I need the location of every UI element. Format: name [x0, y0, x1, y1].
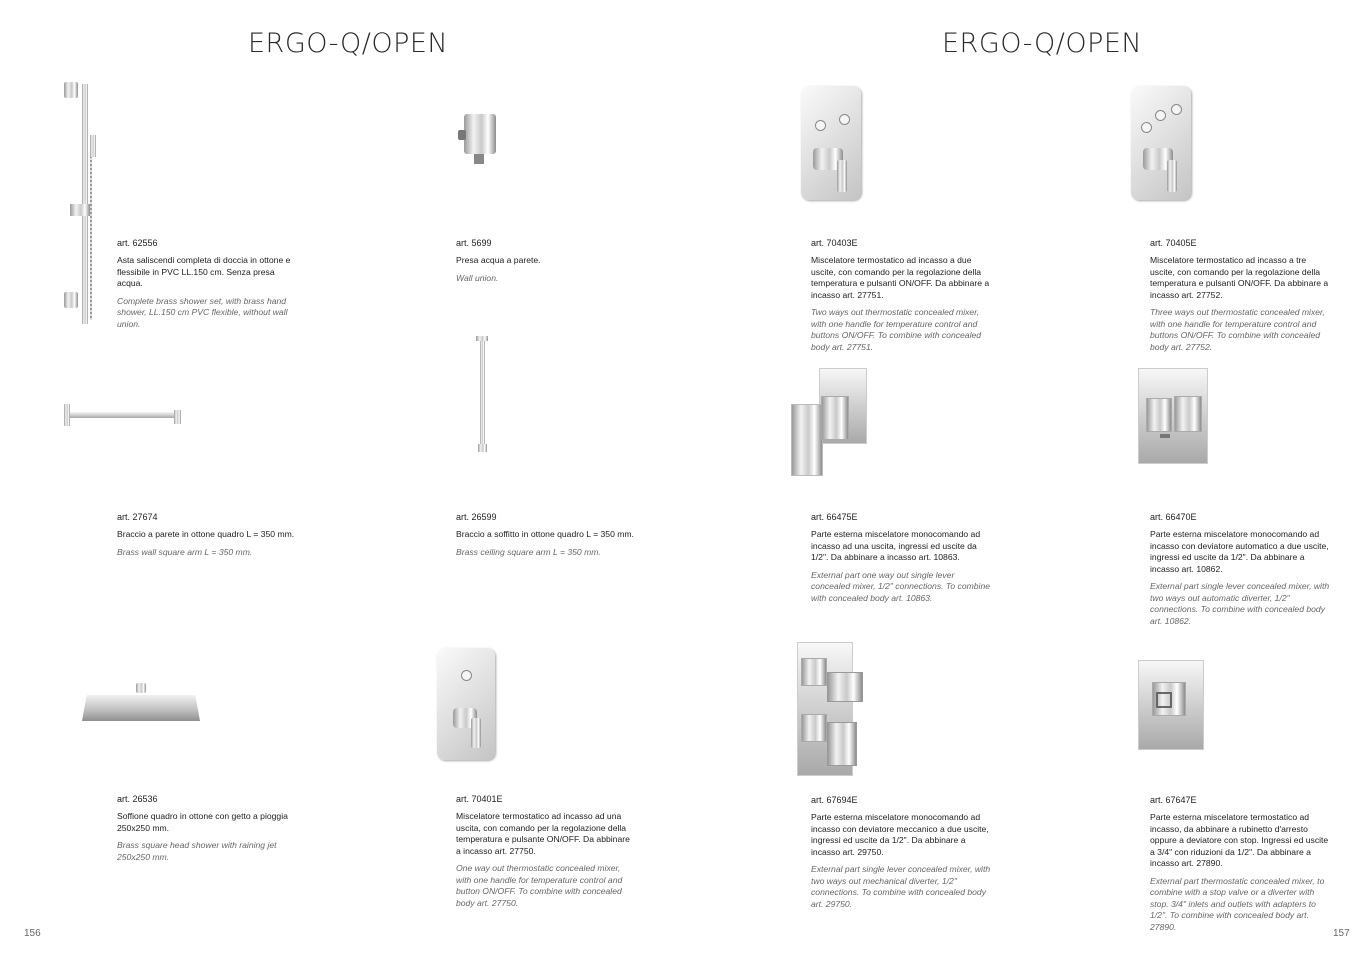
- product-desc-it: Braccio a parete in ottone quadro L = 350 mm.: [117, 529, 295, 539]
- wall-union-image: [458, 112, 498, 166]
- product-26599: [456, 512, 636, 558]
- product-66470E: [1150, 512, 1330, 627]
- product-art: art. 27674: [117, 512, 158, 522]
- single-lever-diverter-mixer-image: [1134, 368, 1210, 470]
- product-art: art. 26536: [117, 794, 158, 804]
- product-art: art. 5699: [456, 238, 492, 248]
- page-title-left: ERGO-Q/OPEN: [248, 28, 449, 59]
- product-desc-en: One way out thermostatic concealed mixer, with one handle for temperature control and button ON/OFF. To combine with concealed body art. 27750.: [456, 863, 623, 908]
- thermostatic-mixer-3-image: [1131, 86, 1195, 202]
- product-art: art. 66470E: [1150, 512, 1197, 522]
- product-67647E: [1150, 795, 1330, 933]
- product-art: art. 66475E: [811, 512, 858, 522]
- product-desc-en: External part single lever concealed mixer, with two ways out mechanical diverter, 1/2" connections. To combine with concealed body art. 29750.: [811, 864, 991, 909]
- single-lever-mixer-image: [791, 368, 871, 478]
- product-art: art. 62556: [117, 238, 158, 248]
- product-70401E: [456, 794, 636, 909]
- mechanical-diverter-mixer-image: [797, 642, 867, 778]
- product-desc-it: Miscelatore termostatico ad incasso ad una uscita, con comando per la regolazione della temperatura e pulsante ON/OFF. Da abbinare a incasso art. 27750.: [456, 811, 630, 856]
- product-70405E: [1150, 238, 1330, 353]
- product-art: art. 26599: [456, 512, 497, 522]
- product-67694E: [811, 795, 991, 910]
- product-art: art. 70401E: [456, 794, 503, 804]
- product-desc-en: Wall union.: [456, 272, 499, 283]
- product-desc-it: Parte esterna miscelatore monocomando ad incasso con deviatore automatico a due uscite, ingressi ed uscite da 1/2". Da abbinare a incasso art. 10862.: [1150, 529, 1329, 574]
- product-desc-en: External part one way out single lever concealed mixer, 1/2" connections. To combine with concealed body art. 10863.: [811, 569, 991, 603]
- wall-arm-image: [64, 404, 182, 428]
- thermostatic-mixer-1-image: [437, 648, 499, 763]
- page-number-right: 157: [1333, 928, 1350, 939]
- product-desc-it: Parte esterna miscelatore termostatico ad incasso, da abbinare a rubinetto d'arresto oppure a deviatore con stop. Ingressi ed uscite a 3/4" con riduzioni da 1/2". Da abbinare a incasso art. 27890.: [1150, 812, 1329, 868]
- product-5699: [456, 238, 636, 284]
- product-desc-it: Parte esterna miscelatore monocomando ad incasso ad una uscita, ingressi ed uscite da 1/2". Da abbinare a incasso art. 10863.: [811, 529, 981, 562]
- product-art: art. 70403E: [811, 238, 858, 248]
- product-art: art. 67694E: [811, 795, 858, 805]
- product-desc-en: External part single lever concealed mixer, with two ways out automatic diverter, 1/2" connections. To combine with concealed body art. 10862.: [1150, 581, 1330, 626]
- product-desc-en: Brass square head shower with raining jet 250x250 mm.: [117, 840, 277, 862]
- thermostatic-concealed-mixer-image: [1138, 660, 1206, 752]
- product-desc-it: Presa acqua a parete.: [456, 255, 541, 265]
- product-desc-it: Braccio a soffitto in ottone quadro L = 350 mm.: [456, 529, 634, 539]
- product-desc-en: Complete brass shower set, with brass hand shower, LL.150 cm PVC flexible, without wall union.: [117, 295, 288, 329]
- product-66475E: [811, 512, 991, 604]
- product-27674: [117, 512, 297, 558]
- shower-rail-image: [60, 80, 105, 328]
- page-number-left: 156: [24, 928, 41, 939]
- product-62556: [117, 238, 297, 330]
- ceiling-arm-image: [474, 336, 492, 454]
- product-desc-it: Parte esterna miscelatore monocomando ad incasso con deviatore meccanico a due uscite, ingressi ed uscite da 1/2". Da abbinare a incasso art. 29750.: [811, 812, 989, 857]
- product-art: art. 67647E: [1150, 795, 1197, 805]
- product-desc-en: Brass ceiling square arm L = 350 mm.: [456, 546, 601, 557]
- product-desc-it: Soffione quadro in ottone con getto a pioggia 250x250 mm.: [117, 811, 288, 833]
- product-art: art. 70405E: [1150, 238, 1197, 248]
- thermostatic-mixer-2-image: [801, 86, 865, 202]
- product-desc-it: Miscelatore termostatico ad incasso a tre uscite, con comando per la regolazione della temperatura e pulsanti ON/OFF. Da abbinare a incasso art. 27752.: [1150, 255, 1329, 300]
- head-shower-image: [82, 683, 202, 723]
- product-desc-en: External part thermostatic concealed mixer, to combine with a stop valve or a diverter with stop. 3/4" inlets and outlets with adapters to 1/2". To combine with concealed body art. 27890.: [1150, 875, 1325, 932]
- product-desc-it: Asta saliscendi completa di doccia in ottone e flessibile in PVC LL.150 cm. Senza presa acqua.: [117, 255, 291, 288]
- page-title-right: ERGO-Q/OPEN: [942, 28, 1143, 59]
- product-desc-en: Three ways out thermostatic concealed mixer, with one handle for temperature control and buttons ON/OFF. To combine with concealed body art. 27752.: [1150, 307, 1325, 352]
- product-desc-en: Brass wall square arm L = 350 mm.: [117, 546, 253, 557]
- product-desc-en: Two ways out thermostatic concealed mixer, with one handle for temperature control and buttons ON/OFF. To combine with concealed body art. 27751.: [811, 307, 982, 352]
- product-26536: [117, 794, 297, 863]
- product-70403E: [811, 238, 991, 353]
- product-desc-it: Miscelatore termostatico ad incasso a due uscite, con comando per la regolazione della temperatura e pulsanti ON/OFF. Da abbinare a incasso art. 27751.: [811, 255, 990, 300]
